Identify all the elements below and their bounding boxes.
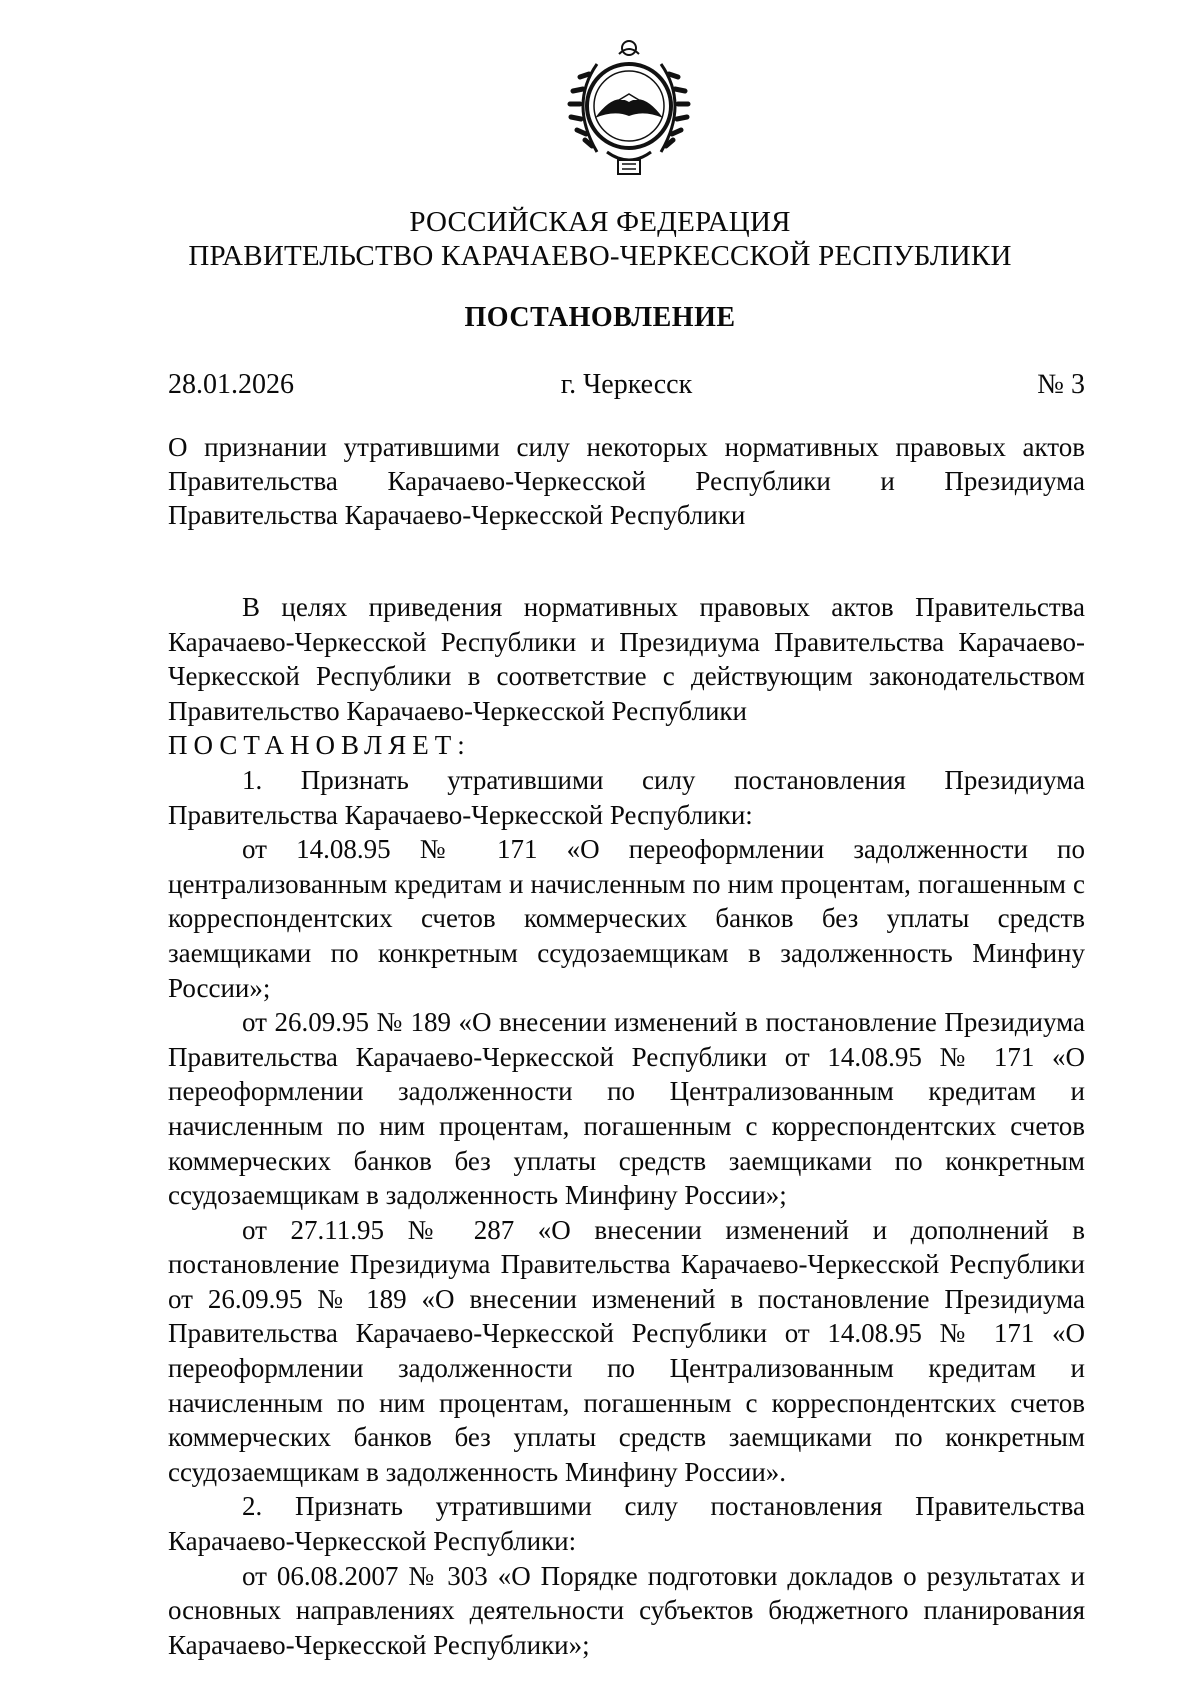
document-number: № 3	[1037, 369, 1085, 400]
item-2-act-a: от 06.08.2007 № 303 «О Порядке подготовки докладов о результатах и основных направлениях деятельности субъектов бюджетного планирования Карачаево-Черкесской Республики»;	[168, 1560, 1085, 1660]
document-meta-row	[168, 369, 1085, 403]
item-1-act-b: от 26.09.95 № 189 «О внесении изменений в постановление Президиума Правительства Карачаево-Черкесской Республики от 14.08.95 № 171 «О переоформлении задолженности по Централизованным кредитам и начисленным по ним процентам, погашенным с корреспондентских счетов коммерческих банков без уплаты средств заемщиками по конкретным ссудозаемщикам в задолженность Минфину России»;	[168, 1007, 1085, 1211]
item-2-paragraph: 2. Признать утратившими силу постановления Правительства Карачаево-Черкесской Республики:	[168, 1491, 1085, 1557]
item-1-act-a: от 14.08.95 № 171 «О переоформлении задолженности по централизованным кредитам и начисленным по ним процентам, погашенным с корреспондентских счетов коммерческих банков без уплаты средств заемщиками по конкретным ссудозаемщикам в задолженность Минфину России»;	[168, 834, 1085, 1003]
document-subject-title: О признании утратившими силу некоторых нормативных правовых актов Правительства Карачаево-Черкесской Республики и Президиума Правительства Карачаево-Черкесской Республики	[168, 432, 1085, 530]
resolves-heading: ПОСТАНОВЛЯЕТ:	[168, 730, 471, 761]
country-heading: РОССИЙСКАЯ ФЕДЕРАЦИЯ	[409, 206, 791, 238]
document-city: г. Черкесск	[560, 369, 693, 400]
item-1-paragraph: 1. Признать утратившими силу постановления Президиума Правительства Карачаево-Черкесской Республики:	[168, 764, 1085, 830]
coat-of-arms-emblem	[559, 34, 699, 182]
item-1-act-c: от 27.11.95 № 287 «О внесении изменений и дополнений в постановление Президиума Правительства Карачаево-Черкесской Республики от 26.09.95 № 189 «О внесении изменений в постановление Президиума Правительства Карачаево-Черкесской Республики от 14.08.95 № 171 «О переоформлении задолженности по Централизованным кредитам и начисленным по ним процентам, погашенным с корреспондентских счетов коммерческих банков без уплаты средств заемщиками по конкретным ссудозаемщикам в задолженность Минфину России».	[168, 1214, 1085, 1487]
document-body	[168, 590, 1085, 1662]
government-heading: ПРАВИТЕЛЬСТВО КАРАЧАЕВО-ЧЕРКЕССКОЙ РЕСПУБЛИКИ	[188, 240, 1012, 272]
document-type-title: ПОСТАНОВЛЕНИЕ	[464, 302, 736, 333]
preamble-paragraph: В целях приведения нормативных правовых актов Правительства Карачаево-Черкесской Республики и Президиума Правительства Карачаево-Черкесской Республики в соответствие с действующим законодательством Правительство Карачаево-Черкесской Республики	[168, 592, 1085, 726]
document-date: 28.01.2026	[168, 369, 294, 400]
